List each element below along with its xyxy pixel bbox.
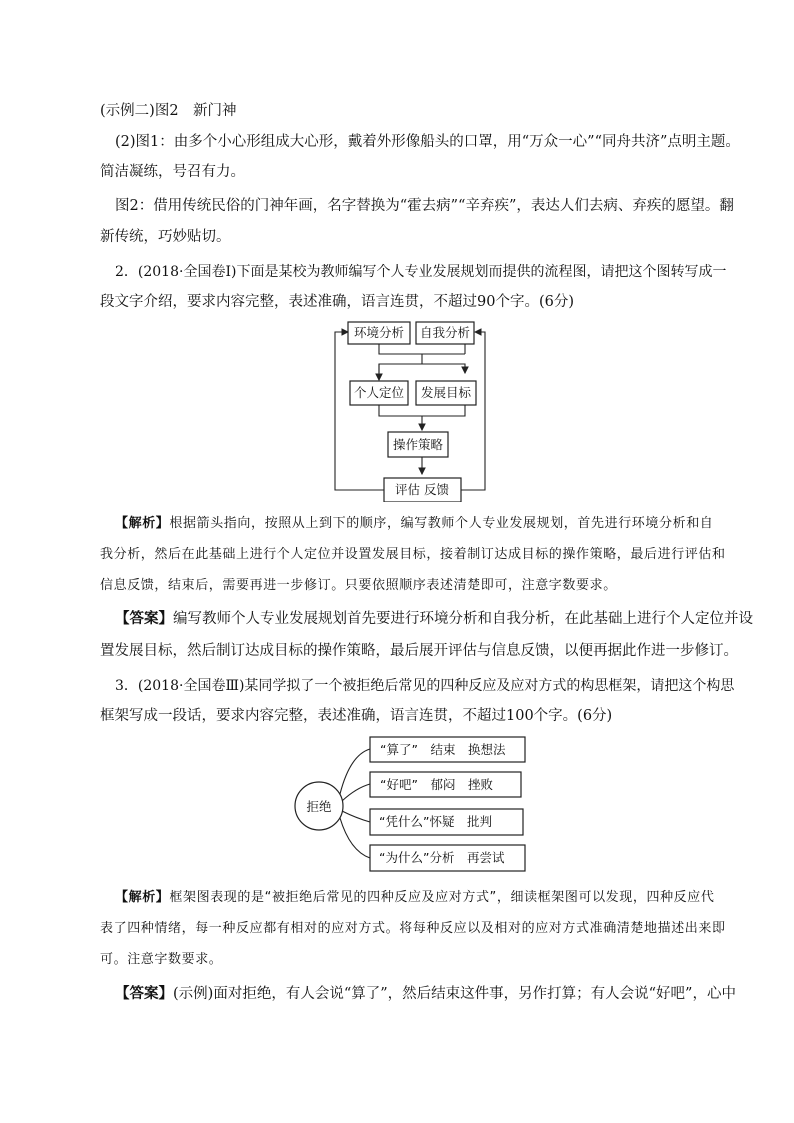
answer2-text1: 编写教师个人专业发展规划首先要进行环境分析和自我分析，在此基础上进行个人定位并设 bbox=[173, 611, 753, 627]
mindmap-edges bbox=[340, 749, 370, 858]
analysis2-line1 bbox=[115, 514, 713, 534]
analysis2-line2: 我分析，然后在此基础上进行个人定位并设置发展目标，接着制订达成目标的操作策略，最后进行评估和 bbox=[100, 547, 726, 562]
svg-text:“凭什么”怀疑 批判: “凭什么”怀疑 批判 bbox=[379, 814, 492, 829]
answer2-label: 【答案】 bbox=[115, 610, 173, 627]
svg-text:“好吧” 郁闷 挫败: “好吧” 郁闷 挫败 bbox=[380, 777, 493, 792]
analysis3-line1 bbox=[115, 888, 714, 908]
question3-line2: 框架写成一段话，要求内容完整，表述准确，语言连贯，不超过100个字。(6分) bbox=[100, 708, 613, 724]
analysis2-text1: 根据箭头指向，按照从上到下的顺序，编写教师个人专业发展规划，首先进行环境分析和自 bbox=[169, 516, 714, 531]
question2-line1: 2．(2018·全国卷Ⅰ)下面是某校为教师编写个人专业发展规划而提供的流程图，请把这个图转写成一 bbox=[115, 264, 727, 280]
para-fig2-line2: 新传统，巧妙贴切。 bbox=[100, 229, 231, 245]
flow-node-eval bbox=[384, 478, 461, 502]
svg-text:自我分析: 自我分析 bbox=[419, 325, 471, 340]
svg-text:评估 反馈: 评估 反馈 bbox=[395, 482, 449, 497]
flow-node-goal bbox=[416, 381, 476, 405]
para-fig1-line2: 简洁凝练，号召有力。 bbox=[100, 164, 245, 180]
answer2-line1 bbox=[115, 609, 753, 629]
analysis2-label: 【解析】 bbox=[115, 516, 170, 531]
answer3-label: 【答案】 bbox=[115, 985, 173, 1002]
para-example2: (示例二)图2 新门神 bbox=[100, 103, 237, 119]
svg-text:个人定位: 个人定位 bbox=[353, 385, 405, 400]
para-fig1-line1: (2)图1：由多个小心形组成大心形，戴着外形像船头的口罩，用“万众一心”“同舟共济”点明主题。 bbox=[115, 134, 740, 150]
answer3-line1 bbox=[115, 984, 736, 1004]
flow-node-strategy bbox=[388, 432, 448, 457]
mindmap-item-4 bbox=[370, 845, 525, 871]
question3-line1: 3．(2018·全国卷Ⅲ)某同学拟了一个被拒绝后常见的四种反应及应对方式的构思框架，请把这个构思 bbox=[115, 678, 735, 694]
flow-node-env bbox=[348, 322, 410, 344]
analysis3-line2: 表了四种情绪，每一种反应都有相对的应对方式。将每种反应以及相对的应对方式准确清楚地描述出来即 bbox=[100, 921, 726, 936]
flow-node-position bbox=[350, 381, 408, 405]
analysis3-line3: 可。注意字数要求。 bbox=[100, 952, 223, 967]
mindmap-item-3 bbox=[370, 809, 523, 835]
mindmap-item-2 bbox=[370, 772, 521, 797]
svg-text:发展目标: 发展目标 bbox=[420, 385, 472, 400]
question2-line2: 段文字介绍，要求内容完整，表述准确，语言连贯，不超过90个字。(6分) bbox=[100, 294, 574, 310]
mindmap-item-1 bbox=[370, 737, 525, 762]
analysis2-line3: 信息反馈，结束后，需要再进一步修订。只要依照顺序表述清楚即可，注意字数要求。 bbox=[100, 578, 617, 593]
svg-text:环境分析: 环境分析 bbox=[353, 325, 405, 340]
para-fig2-line1: 图2：借用传统民俗的门神年画，名字替换为“霍去病”“辛弃疾”，表达人们去病、弃疾的愿望。翻 bbox=[115, 198, 734, 214]
svg-text:“为什么”分析 再尝试: “为什么”分析 再尝试 bbox=[379, 850, 505, 865]
svg-text:“算了” 结束 换想法: “算了” 结束 换想法 bbox=[380, 742, 506, 757]
answer3-text1: (示例)面对拒绝，有人会说“算了”，然后结束这件事，另作打算；有人会说“好吧”，心中 bbox=[173, 986, 736, 1002]
mindmap-center bbox=[295, 782, 343, 830]
flowchart bbox=[330, 320, 500, 502]
svg-text:操作策略: 操作策略 bbox=[392, 437, 444, 452]
svg-text:拒绝: 拒绝 bbox=[306, 799, 332, 814]
answer2-line2: 置发展目标，然后制订达成目标的操作策略，最后展开评估与信息反馈，以便再据此作进一步修订。 bbox=[100, 643, 738, 659]
flow-node-self bbox=[416, 322, 474, 344]
analysis3-text1: 框架图表现的是“被拒绝后常见的四种反应及应对方式”，细读框架图可以发现，四种反应代 bbox=[169, 890, 715, 905]
analysis3-label: 【解析】 bbox=[115, 890, 170, 905]
mindmap bbox=[290, 733, 530, 878]
flow-edges bbox=[335, 332, 485, 490]
